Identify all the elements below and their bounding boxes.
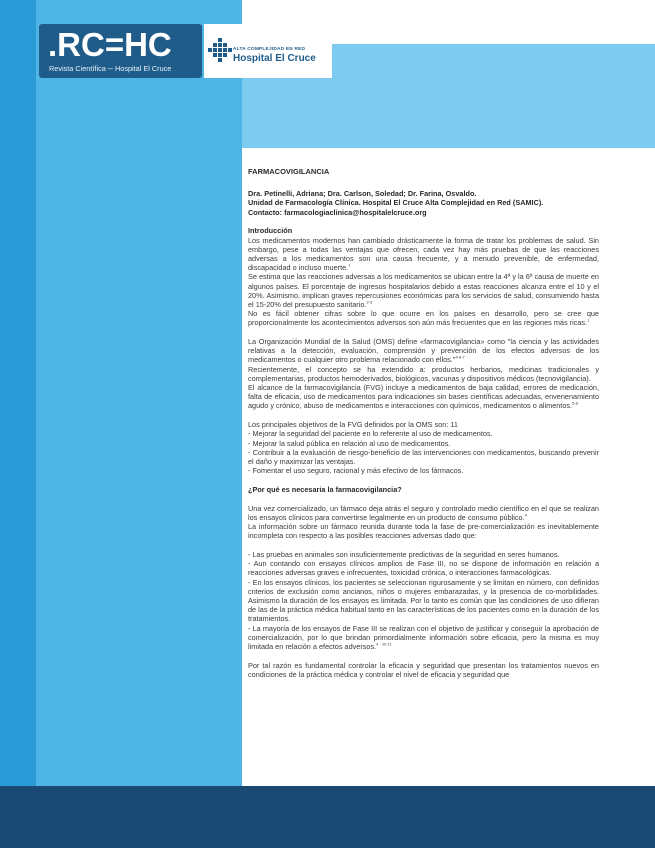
- journal-logo-subtitle: Revista Científica ─ Hospital El Cruce: [49, 64, 172, 73]
- journal-logo-mark: .RC=HC: [48, 26, 172, 63]
- footer-band: [0, 786, 655, 848]
- paragraph: El alcance de la farmacovigilancia (FVG) incluye a medicamentos de baja calidad, errores de medicación, falta de eficacia, uso de medicamentos para indicaciones sin bases científicas adecuadas, envenenamiento agudo y crónico, abuso de medicamentos e interacciones con químicos, medicamentos o alimentos.$^{5-8}$: [248, 383, 599, 411]
- paragraph: Los medicamentos modernos han cambiado drásticamente la forma de tratar los problemas de salud. Sin embargo, pese a todas las ventajas que ofrecen, cada vez hay más pruebas de que las reacciones adversas a los medicamentos son una causa frecuente, y a menudo prevenible, de enfermedad, discapacidad o incluso muerte.$^1$: [248, 235, 599, 273]
- hospital-logo: [204, 24, 332, 78]
- citation: 2-3: [366, 299, 373, 305]
- journal-logo: [39, 24, 202, 78]
- paragraph: Por tal razón es fundamental controlar la eficacia y seguridad que presentan los tratamientos nuevos en condiciones de la práctica médica y controlar el nivel de eficacia y seguridad que: [248, 660, 599, 679]
- objective-item: - Contribuir a la evaluación de riesgo-beneficio de las intervenciones con medicamentos, buscando prevenir el daño y maximizar las ventajas.: [248, 447, 599, 466]
- left-color-band: [0, 0, 36, 848]
- paragraph: Una vez comercializado, un fármaco deja atrás el seguro y controlado medio científico en el que se realizan los ensayos clínicos para convertirse legalmente en un producto de consumo público.$^4$: [248, 503, 599, 522]
- hospital-name: Hospital El Cruce: [233, 53, 316, 64]
- hospital-tagline: ALTA COMPLEJIDAD EN RED: [233, 47, 306, 52]
- citation: 4-6-7: [455, 355, 465, 361]
- limitation-item: - Las pruebas en animales son insuficientemente predictivas de la seguridad en seres humanos.: [248, 549, 560, 559]
- inner-color-band: [36, 0, 242, 848]
- section-heading-intro: Introducción: [248, 226, 293, 236]
- citation: 4: [524, 512, 527, 518]
- limitation-item: - Aun contando con ensayos clínicos amplios de Fase III, no se dispone de información en relación a reacciones adversas graves e infrecuentes, toxicidad crónica, o interacciones farmacológicas.: [248, 559, 599, 578]
- article-page: [242, 148, 655, 786]
- paragraph: No es fácil obtener cifras sobre lo que ocurre en los países en desarrollo, pero se cree que proporcionalmente los acontecimientos adversos son aún más frecuentes que en las regiones más ricas.$^1$: [248, 309, 599, 328]
- article-authors: Dra. Petinelli, Adriana; Dra. Carlson, Soledad; Dr. Farina, Osvaldo.: [248, 189, 477, 199]
- limitation-item: - En los ensayos clínicos, los pacientes se seleccionan rigurosamente y se limitan en número, con definidos criterios de exclusión como ancianos, niños o mujeres embarazadas, y la presencia de co-morbilidades. Asimismo la duración de los ensayos es limitada. Por lo tanto es común que las condiciones de uso difieran de las de la práctica médica habitual tanto en las características de los pacientes como en la duración de los tratamientos.: [248, 577, 599, 624]
- objective-item: - Fomentar el uso seguro, racional y más efectivo de los fármacos.: [248, 466, 464, 476]
- citation: 1: [348, 262, 351, 268]
- citation: 5-8: [572, 401, 578, 407]
- hospital-grid-icon: [208, 38, 232, 62]
- paragraph: La información sobre un fármaco reunida durante toda la fase de pre-comercialización es inevitablemente incompleta con respecto a las posibles reacciones adversas dado que:: [248, 522, 599, 541]
- limitation-item: - La mayoría de los ensayos de Fase III se realizan con el objetivo de justificar y conseguir la aprobación de comercialización, por lo que brindan primordialmente información sobre eficacia, pero la misma es muy limitada en relación a efectos adversos.$^{4 \cdot 10 11}$: [248, 623, 599, 651]
- objective-item: - Mejorar la salud pública en relación al uso de medicamentos.: [248, 438, 451, 448]
- citation: 4 · 10 11: [376, 641, 392, 647]
- paragraph: Se estima que las reacciones adversas a los medicamentos se ubican entre la 4ª y la 6ª causa de muerte en algunos países. El porcentaje de ingresos hospitalarios debido a estas reacciones alcanza entre el 10 y el 20%. Asimismo, implican graves repercusiones económicas para los servicios de salud, consumiendo hasta el 15-20% del presupuesto sanitario.$^{2-3}$: [248, 272, 599, 309]
- paragraph: Recientemente, el concepto se ha extendido a: productos herbarios, medicinas tradicionales y complementarias, productos hemoderivados, biológicos, vacunas y dispositivos médicos (tecnovigilancia).: [248, 364, 599, 383]
- citation: 1: [587, 317, 590, 323]
- article-affiliation: Unidad de Farmacología Clínica. Hospital El Cruce Alta Complejidad en Red (SAMIC).: [248, 198, 544, 208]
- objective-item: - Mejorar la seguridad del paciente en lo referente al uso de medicamentos.: [248, 429, 493, 439]
- section-heading-why: ¿Por qué es necesaria la farmacovigilancia?: [248, 484, 402, 494]
- article-title: FARMACOVIGILANCIA: [248, 167, 330, 176]
- paragraph: La Organización Mundial de la Salud (OMS) define «farmacovigilancia» como "la ciencia y las actividades relativas a la detección, evaluación, comprensión y prevención de los efectos adversos de los medicamentos o cualquier otro problema relacionado con ellos."$^{4-6-7}$: [248, 337, 599, 365]
- objectives-intro: Los principales objetivos de la FVG definidos por la OMS son: 11: [248, 420, 458, 430]
- article-body: [248, 167, 599, 679]
- article-contact: Contacto: farmacologiaclinica@hospitalelcruce.org: [248, 207, 427, 217]
